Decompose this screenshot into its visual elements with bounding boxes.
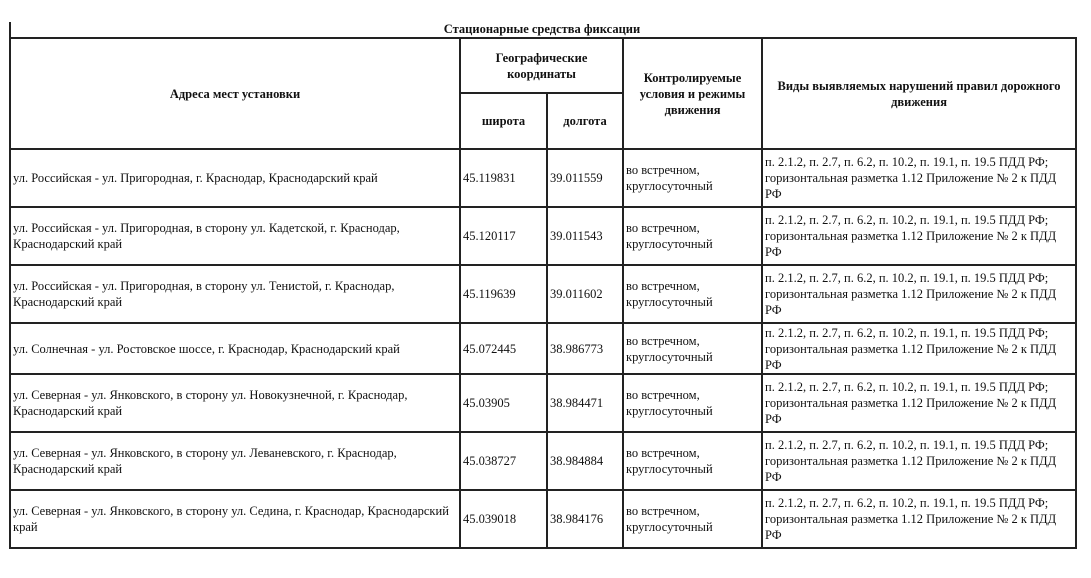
header-longitude: долгота (547, 93, 623, 149)
header-violations: Виды выявляемых нарушений правил дорожного движения (762, 38, 1076, 149)
table-caption: Стационарные средства фиксации (443, 22, 641, 36)
cell-violations: п. 2.1.2, п. 2.7, п. 6.2, п. 10.2, п. 19.1, п. 19.5 ПДД РФ; горизонтальная разметка 1.12 Приложение № 2 к ПДД РФ (762, 374, 1076, 432)
header-geo-coordinates: Географические координаты (460, 38, 623, 93)
table-row (10, 149, 1076, 207)
table-row (10, 207, 1076, 265)
cell-address: ул. Солнечная - ул. Ростовское шоссе, г. Краснодар, Краснодарский край (10, 323, 460, 374)
cell-longitude: 38.986773 (547, 323, 623, 374)
cell-violations: п. 2.1.2, п. 2.7, п. 6.2, п. 10.2, п. 19.1, п. 19.5 ПДД РФ; горизонтальная разметка 1.12 Приложение № 2 к ПДД РФ (762, 265, 1076, 323)
cell-latitude: 45.120117 (460, 207, 547, 265)
cell-address: ул. Российская - ул. Пригородная, в сторону ул. Кадетской, г. Краснодар, Краснодарский край (10, 207, 460, 265)
cell-latitude: 45.119831 (460, 149, 547, 207)
cell-conditions: во встречном, круглосуточный (623, 490, 762, 548)
cell-longitude: 38.984884 (547, 432, 623, 490)
cell-violations: п. 2.1.2, п. 2.7, п. 6.2, п. 10.2, п. 19.1, п. 19.5 ПДД РФ; горизонтальная разметка 1.12 Приложение № 2 к ПДД РФ (762, 490, 1076, 548)
cell-latitude: 45.038727 (460, 432, 547, 490)
cell-violations: п. 2.1.2, п. 2.7, п. 6.2, п. 10.2, п. 19.1, п. 19.5 ПДД РФ; горизонтальная разметка 1.12 Приложение № 2 к ПДД РФ (762, 323, 1076, 374)
cell-address: ул. Северная - ул. Янковского, в сторону ул. Седина, г. Краснодар, Краснодарский край (10, 490, 460, 548)
table-row (10, 265, 1076, 323)
table-row (10, 374, 1076, 432)
header-latitude: широта (460, 93, 547, 149)
cell-conditions: во встречном, круглосуточный (623, 207, 762, 265)
cell-latitude: 45.119639 (460, 265, 547, 323)
cell-address: ул. Северная - ул. Янковского, в сторону ул. Новокузнечной, г. Краснодар, Краснодарский край (10, 374, 460, 432)
cell-conditions: во встречном, круглосуточный (623, 323, 762, 374)
cell-address: ул. Российская - ул. Пригородная, г. Краснодар, Краснодарский край (10, 149, 460, 207)
header-address: Адреса мест установки (10, 38, 460, 149)
cell-longitude: 38.984176 (547, 490, 623, 548)
cell-latitude: 45.03905 (460, 374, 547, 432)
table-row (10, 432, 1076, 490)
cell-longitude: 39.011559 (547, 149, 623, 207)
cell-longitude: 39.011602 (547, 265, 623, 323)
table-row (10, 490, 1076, 548)
header-conditions: Контролируемые условия и режимы движения (623, 38, 762, 149)
cell-conditions: во встречном, круглосуточный (623, 432, 762, 490)
cell-conditions: во встречном, круглосуточный (623, 374, 762, 432)
cell-violations: п. 2.1.2, п. 2.7, п. 6.2, п. 10.2, п. 19.1, п. 19.5 ПДД РФ; горизонтальная разметка 1.12 Приложение № 2 к ПДД РФ (762, 432, 1076, 490)
cell-latitude: 45.072445 (460, 323, 547, 374)
cell-conditions: во встречном, круглосуточный (623, 265, 762, 323)
speed-camera-table (9, 37, 1077, 549)
cell-violations: п. 2.1.2, п. 2.7, п. 6.2, п. 10.2, п. 19.1, п. 19.5 ПДД РФ; горизонтальная разметка 1.12 Приложение № 2 к ПДД РФ (762, 149, 1076, 207)
cell-violations: п. 2.1.2, п. 2.7, п. 6.2, п. 10.2, п. 19.1, п. 19.5 ПДД РФ; горизонтальная разметка 1.12 Приложение № 2 к ПДД РФ (762, 207, 1076, 265)
cell-longitude: 38.984471 (547, 374, 623, 432)
cell-conditions: во встречном, круглосуточный (623, 149, 762, 207)
cell-latitude: 45.039018 (460, 490, 547, 548)
table-row (10, 323, 1076, 374)
cell-address: ул. Российская - ул. Пригородная, в сторону ул. Тенистой, г. Краснодар, Краснодарский край (10, 265, 460, 323)
cell-longitude: 39.011543 (547, 207, 623, 265)
cell-address: ул. Северная - ул. Янковского, в сторону ул. Леваневского, г. Краснодар, Краснодарский край (10, 432, 460, 490)
